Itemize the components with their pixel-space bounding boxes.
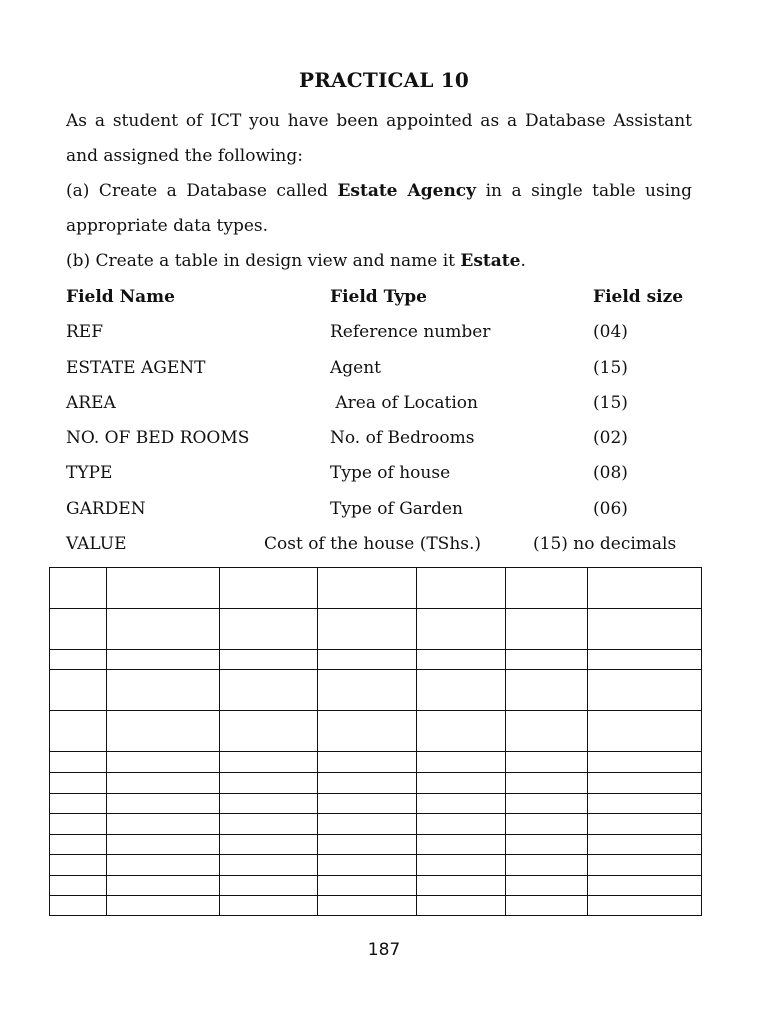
grid-cell <box>50 855 107 876</box>
grid-row <box>50 896 702 916</box>
grid-cell <box>318 670 417 711</box>
grid-row <box>50 814 702 835</box>
grid-cell <box>220 670 318 711</box>
grid-cell <box>318 711 417 752</box>
grid-cell <box>417 855 506 876</box>
grid-cell <box>50 711 107 752</box>
field-name: NO. OF BED ROOMS <box>66 428 250 449</box>
grid-cell <box>506 855 588 876</box>
grid-cell <box>588 835 702 855</box>
task-a-line-1 <box>66 174 692 209</box>
grid-cell <box>107 896 220 916</box>
grid-cell <box>506 670 588 711</box>
grid-row <box>50 650 702 670</box>
field-type: Agent <box>330 357 381 378</box>
field-size: (06) <box>593 498 628 519</box>
field-size: (15) no decimals <box>533 534 677 555</box>
grid-cell <box>107 568 220 609</box>
grid-cell <box>417 568 506 609</box>
field-size: (08) <box>593 463 628 484</box>
grid-row <box>50 568 702 609</box>
grid-cell <box>588 711 702 752</box>
task-b-paragraph <box>66 244 692 279</box>
grid-cell <box>588 855 702 876</box>
task-a-paragraph <box>66 174 692 244</box>
grid-cell <box>588 609 702 650</box>
field-name: GARDEN <box>66 498 146 519</box>
field-row <box>66 351 706 386</box>
grid-cell <box>220 773 318 794</box>
grid-cell <box>220 814 318 835</box>
field-type: Cost of the house (TShs.) <box>264 534 482 555</box>
task-a-prefix: (a) Create a Database called <box>66 181 338 201</box>
grid-cell <box>318 855 417 876</box>
grid-cell <box>588 568 702 609</box>
field-name: REF <box>66 322 104 343</box>
grid-cell <box>506 814 588 835</box>
grid-cell <box>220 752 318 773</box>
grid-row <box>50 876 702 896</box>
grid-cell <box>417 794 506 814</box>
grid-cell <box>506 794 588 814</box>
field-row <box>66 527 706 562</box>
grid-cell <box>506 568 588 609</box>
grid-cell <box>417 835 506 855</box>
grid-cell <box>506 835 588 855</box>
grid-cell <box>417 896 506 916</box>
intro-line-2: and assigned the following: <box>66 146 303 166</box>
grid-cell <box>107 835 220 855</box>
grid-cell <box>107 794 220 814</box>
grid-cell <box>107 711 220 752</box>
grid-cell <box>588 773 702 794</box>
grid-cell <box>107 814 220 835</box>
grid-cell <box>417 711 506 752</box>
grid-cell <box>50 670 107 711</box>
task-a-suffix: in a single table using <box>476 181 692 201</box>
grid-cell <box>50 773 107 794</box>
grid-cell <box>506 711 588 752</box>
grid-cell <box>588 876 702 896</box>
grid-cell <box>417 814 506 835</box>
grid-cell <box>506 876 588 896</box>
task-b-suffix: . <box>520 251 526 271</box>
grid-cell <box>506 896 588 916</box>
grid-cell <box>50 896 107 916</box>
grid-row <box>50 794 702 814</box>
grid-cell <box>220 609 318 650</box>
grid-cell <box>417 650 506 670</box>
grid-cell <box>50 609 107 650</box>
grid-cell <box>506 650 588 670</box>
task-b-line <box>66 244 692 279</box>
grid-cell <box>107 752 220 773</box>
field-type: Type of Garden <box>330 498 463 519</box>
grid-cell <box>588 814 702 835</box>
grid-cell <box>588 794 702 814</box>
grid-cell <box>107 855 220 876</box>
grid-cell <box>417 609 506 650</box>
field-name: AREA <box>66 392 116 413</box>
grid-cell <box>506 752 588 773</box>
grid-row <box>50 855 702 876</box>
grid-cell <box>107 609 220 650</box>
field-type: Type of house <box>330 463 451 484</box>
grid-cell <box>318 814 417 835</box>
intro-line-1: As a student of ICT you have been appointed as a Database Assistant <box>66 111 692 131</box>
field-type: Reference number <box>330 322 491 343</box>
grid-row <box>50 752 702 773</box>
blank-answer-grid <box>49 567 702 916</box>
grid-cell <box>588 896 702 916</box>
field-size: (04) <box>593 322 628 343</box>
field-row <box>66 386 706 421</box>
header-field-type: Field Type <box>330 287 427 307</box>
grid-cell <box>506 609 588 650</box>
field-row <box>66 492 706 527</box>
field-row <box>66 456 706 491</box>
grid-cell <box>50 752 107 773</box>
grid-cell <box>50 650 107 670</box>
field-type: Area of Location <box>330 392 478 413</box>
grid-cell <box>107 670 220 711</box>
grid-cell <box>220 876 318 896</box>
grid-cell <box>220 896 318 916</box>
grid-cell <box>318 773 417 794</box>
grid-cell <box>318 650 417 670</box>
grid-cell <box>417 876 506 896</box>
grid-cell <box>318 876 417 896</box>
header-field-name: Field Name <box>66 287 175 307</box>
field-name: TYPE <box>66 463 113 484</box>
grid-row <box>50 670 702 711</box>
grid-cell <box>417 752 506 773</box>
field-size: (15) <box>593 392 628 413</box>
grid-cell <box>220 794 318 814</box>
field-list-header <box>66 280 706 315</box>
grid-cell <box>107 650 220 670</box>
intro-paragraph <box>66 104 692 174</box>
grid-cell <box>50 835 107 855</box>
grid-cell <box>107 773 220 794</box>
grid-cell <box>50 814 107 835</box>
grid-cell <box>318 609 417 650</box>
grid-row <box>50 773 702 794</box>
field-list <box>66 280 706 562</box>
field-size: (15) <box>593 357 628 378</box>
grid-cell <box>318 896 417 916</box>
grid-cell <box>318 835 417 855</box>
grid-cell <box>220 650 318 670</box>
grid-cell <box>220 568 318 609</box>
field-row <box>66 315 706 350</box>
grid-cell <box>588 752 702 773</box>
field-size: (02) <box>593 428 628 449</box>
database-name: Estate Agency <box>337 181 477 201</box>
grid-cell <box>107 876 220 896</box>
field-name: VALUE <box>66 534 127 555</box>
page-title: PRACTICAL 10 <box>298 68 470 92</box>
grid-row <box>50 835 702 855</box>
grid-cell <box>50 876 107 896</box>
grid-cell <box>417 773 506 794</box>
grid-cell <box>588 650 702 670</box>
task-a-line-2: appropriate data types. <box>66 216 269 236</box>
grid-cell <box>220 711 318 752</box>
grid-cell <box>220 835 318 855</box>
grid-cell <box>417 670 506 711</box>
grid-cell <box>506 773 588 794</box>
page-number: 187 <box>367 940 401 960</box>
grid-cell <box>318 568 417 609</box>
grid-cell <box>50 794 107 814</box>
field-type: No. of Bedrooms <box>330 428 475 449</box>
grid-cell <box>588 670 702 711</box>
grid-row <box>50 711 702 752</box>
header-field-size: Field size <box>593 287 684 307</box>
field-name: ESTATE AGENT <box>66 357 206 378</box>
grid-cell <box>220 855 318 876</box>
table-name: Estate <box>460 251 521 271</box>
grid-row <box>50 609 702 650</box>
grid-cell <box>318 752 417 773</box>
grid-cell <box>318 794 417 814</box>
task-b-prefix: (b) Create a table in design view and name it <box>66 251 461 271</box>
field-row <box>66 421 706 456</box>
grid-cell <box>50 568 107 609</box>
